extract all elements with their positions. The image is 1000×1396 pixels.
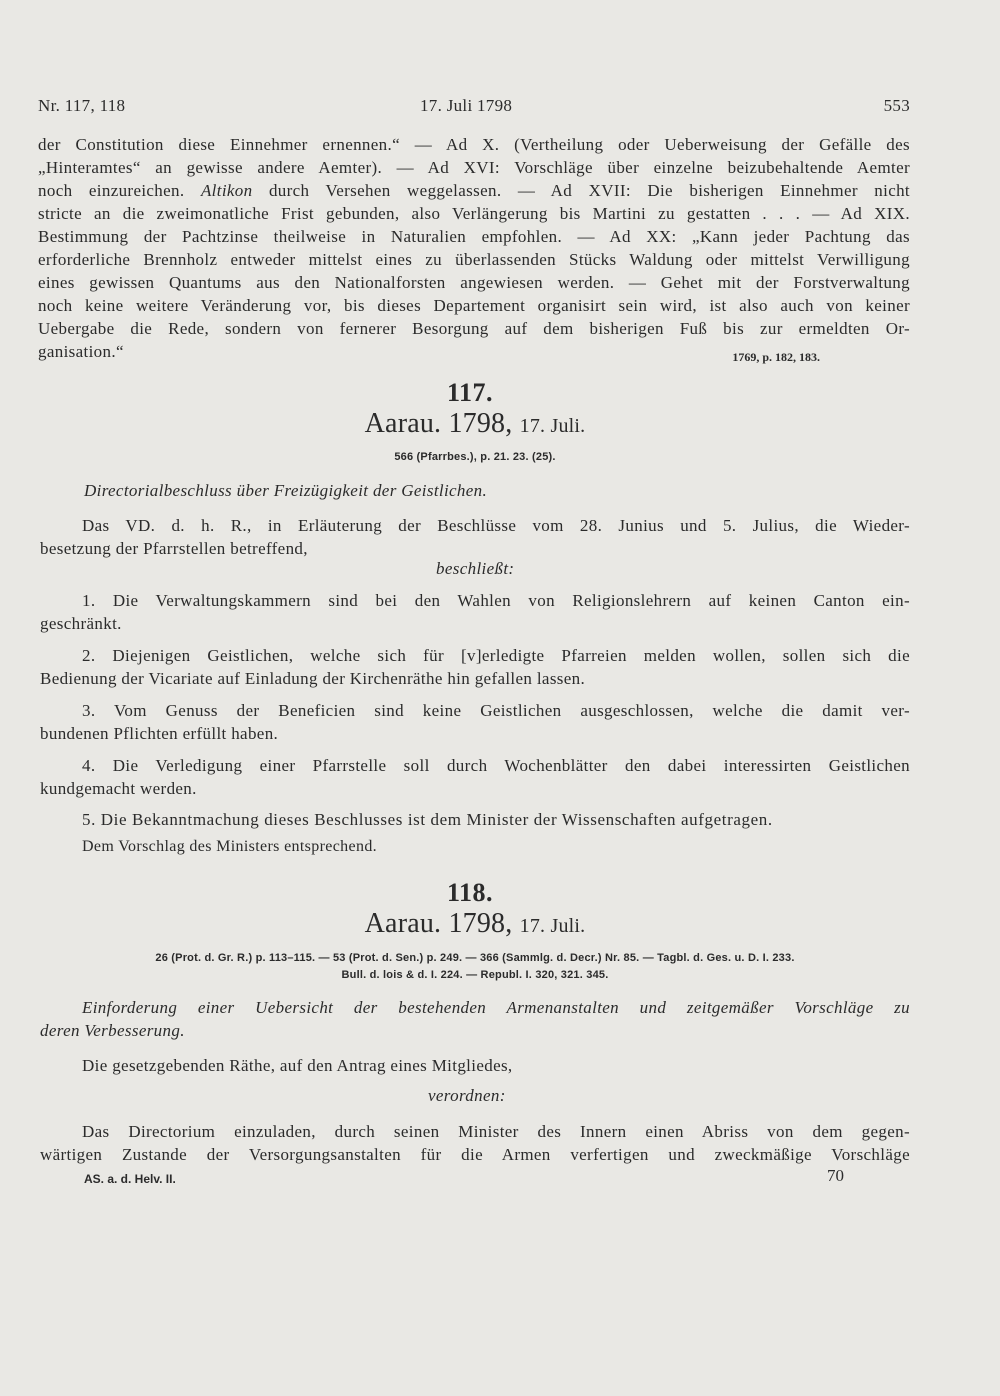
text-line: Bedienung der Vicariate auf Einladung der Kirchenräthe hin gefallen lassen. [40,669,586,688]
sheet-number: 70 [827,1166,844,1185]
decision-verb: verordnen: [428,1086,506,1105]
text-line: besetzung der Pfarrstellen betreffend, [40,539,308,558]
document-title: deren Verbesserung. [40,1021,185,1040]
source-reference: Bull. d. lois & d. I. 224. — Republ. I. 320, 321. 345. [341,969,609,981]
text-line: Die gesetzgebenden Räthe, auf den Antrag eines Mitgliedes, [82,1056,513,1075]
text-line: Bestimmung der Pachtzinse theilweise in Naturalien empfohlen. — Ad XX: „Kann jeder Pachtung das [38,227,910,246]
source-reference: 566 (Pfarrbes.), p. 21. 23. (25). [394,451,556,463]
page-header [38,96,910,120]
source-reference: 26 (Prot. d. Gr. R.) p. 113–115. — 53 (Prot. d. Sen.) p. 249. — 366 (Sammlg. d. Decr.) Nr. 85. — Tagbl. d. Ges. u. D. I. 233. [155,952,795,964]
text-line: noch keine weitere Veränderung vor, bis dieses Departement organisirt sein wird, ist also auch von keiner [38,296,910,315]
page-footer [84,1166,844,1192]
header-document-numbers: Nr. 117, 118 [38,96,126,115]
document-number: 118. [446,878,494,907]
text-line: kundgemacht werden. [40,779,197,798]
text-line: geschränkt. [40,614,122,633]
list-item: 5. Die Bekanntmachung dieses Beschlusses ist dem Minister der Wissenschaften aufgetragen. [82,810,773,829]
text-span: durch Versehen weggelassen. — Ad XVII: Die bisherigen Einnehmer nicht [268,181,911,200]
text-span: ganisation.“ [38,342,124,361]
decision-verb: beschließt: [436,559,515,578]
text-line [38,341,910,363]
heading-date: 17. Juli. [519,415,586,437]
text-line: bundenen Pflichten erfüllt haben. [40,724,279,743]
text-line: eines gewissen Quantums aus den Nationalforsten angewiesen werden. — Gehet mit der Forstverwaltung [38,273,910,292]
document-heading [0,908,950,940]
text-line: Das VD. d. h. R., in Erläuterung der Beschlüsse vom 28. Junius und 5. Julius, die Wieder- [82,516,910,535]
heading-date: 17. Juli. [519,915,586,937]
place-year: Aarau. 1798, [364,908,513,939]
editorial-note: Dem Vorschlag des Ministers entsprechend. [82,838,378,855]
text-span: noch einzureichen. [38,181,185,200]
text-line: wärtigen Zustande der Versorgungsanstalten für die Armen verfertigen und zweckmäßige Vorschläge [40,1145,910,1164]
page-number: 553 [883,96,910,115]
document-number: 117. [446,378,494,407]
text-line: Das Directorium einzuladen, durch seinen Minister des Innern einen Abriss von dem gegen- [82,1122,910,1141]
text-line: Uebergabe die Rede, sondern von fernerer Besorgung auf dem bisherigen Fuß bis zur ermeldten Or- [38,319,910,338]
document-title: Einforderung einer Uebersicht der bestehenden Armenanstalten und zeitgemäßer Vorschläge zu [82,998,910,1017]
list-item: 3. Vom Genuss der Beneficien sind keine Geistlichen ausgeschlossen, welche die damit ver- [82,701,910,720]
list-item: 4. Die Verledigung einer Pfarrstelle soll durch Wochenblätter den dabei interessirten Geistlichen [82,756,910,775]
text-line [38,180,910,202]
text-line: erforderliche Brennholz entweder mittelst eines zu überlassenden Stücks Waldung oder mittelst Verwilligung [38,250,910,269]
document-title: Directorialbeschluss über Freizügigkeit der Geistlichen. [84,481,488,500]
list-item: 2. Diejenigen Geistlichen, welche sich für [v]erledigte Pfarreien melden wollen, sollen sich die [82,646,910,665]
text-line: „Hinteramtes“ an gewisse andere Aemter). — Ad XVI: Vorschläge über einzelne beizubehaltende Aemter [38,158,910,177]
signature-mark: AS. a. d. Helv. II. [84,1172,176,1186]
list-item: 1. Die Verwaltungskammern sind bei den Wahlen von Religionslehrern auf keinen Canton ein- [82,591,910,610]
place-year: Aarau. 1798, [364,408,513,439]
text-line: der Constitution diese Einnehmer ernennen.“ — Ad X. (Vertheilung oder Ueberweisung der Gefälle des [38,135,910,154]
document-heading [0,408,950,440]
header-date: 17. Juli 1798 [420,96,513,115]
text-line: stricte an die zweimonatliche Frist gebunden, also Verlängerung bis Martini zu gestatten . . . — Ad XIX. [38,204,910,223]
italic-place-name: Altikon [200,181,253,200]
reference-note: 1769, p. 182, 183. [732,350,820,364]
